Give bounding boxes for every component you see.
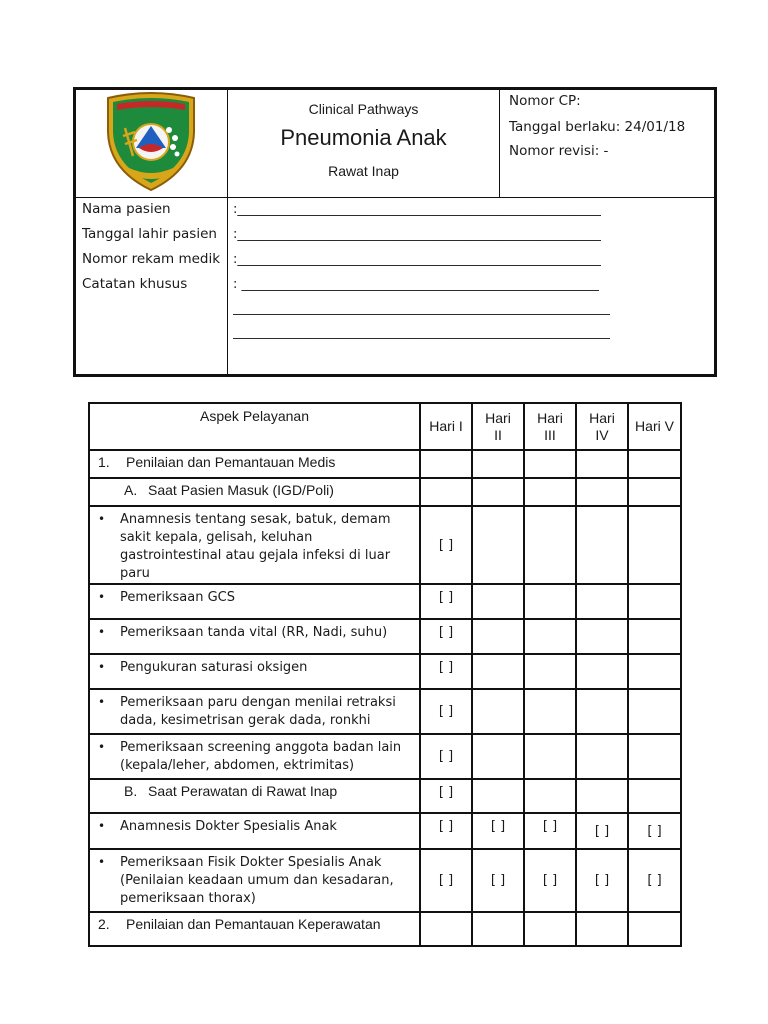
section-row [89,450,681,478]
logo-cell [76,90,228,197]
checkbox-hari-1[interactable]: [ ] [420,849,472,912]
table-row [89,506,681,584]
checkbox-hari-5[interactable]: [ ] [628,813,681,849]
header-hari-1: Hari I [420,403,472,450]
patient-fill-lines [228,198,714,376]
item-gcs: • Pemeriksaan GCS [89,584,420,619]
checkbox-hari-5[interactable]: [ ] [628,849,681,912]
table-row [89,619,681,654]
table-row [89,813,681,849]
checkbox-hari-1[interactable]: [ ] [420,689,472,734]
checkbox-hari-3[interactable]: [ ] [524,813,576,849]
nomor-cp: Nomor CP: [509,93,581,109]
checkbox-hari-3[interactable]: [ ] [524,849,576,912]
field-tanggal-lahir[interactable]: :________________________________________________________ [233,227,602,242]
item-tanda-vital: • Pemeriksaan tanda vital (RR, Nadi, suhu) [89,619,420,654]
subsection-a-title: A. Saat Pasien Masuk (IGD/Poli) [89,478,420,506]
field-nomor-rekam-medik[interactable]: :________________________________________________________ [233,252,602,267]
tanggal-berlaku: Tanggal berlaku: 24/01/18 [509,119,686,135]
table-header-row [89,403,681,450]
item-anamnesis-dokter: • Anamnesis Dokter Spesialis Anak [89,813,420,849]
item-screening-anggota-badan: • Pemeriksaan screening anggota badan lain (kepala/leher, abdomen, ektrimitas) [89,734,420,779]
item-pemeriksaan-fisik-dokter: • Pemeriksaan Fisik Dokter Spesialis Anak (Penilaian keadaan umum dan kesadaran, pemeriksaan thorax) [89,849,420,912]
checkbox-hari-1[interactable]: [ ] [420,654,472,689]
field-catatan-line-2[interactable]: __________________________________________________________ [233,301,610,316]
field-catatan-khusus[interactable]: : _______________________________________________________ [233,277,600,292]
checkbox-hari-4[interactable]: [ ] [576,813,628,849]
nomor-revisi: Nomor revisi: - [509,143,609,159]
table-row [89,689,681,734]
ward-label: Rawat Inap [328,163,399,179]
section-row [89,912,681,946]
checkbox-hari-2[interactable]: [ ] [472,813,524,849]
label-nomor-rekam-medik: Nomor rekam medik [82,251,221,267]
table-row [89,849,681,912]
label-catatan-khusus: Catatan khusus [82,276,188,292]
checkbox-hari-1[interactable]: [ ] [420,619,472,654]
document-info [500,90,714,197]
header-hari-5: Hari V [628,403,681,450]
item-saturasi-oksigen: • Pengukuran saturasi oksigen [89,654,420,689]
checkbox-hari-2[interactable]: [ ] [472,849,524,912]
section-2-title: 2. Penilaian dan Pemantauan Keperawatan [89,912,420,946]
section-1-title: 1. Penilaian dan Pemantauan Medis [89,450,420,478]
document-subtitle: Clinical Pathways [308,101,419,117]
table-row [89,734,681,779]
field-catatan-line-3[interactable]: __________________________________________________________ [233,325,610,340]
subsection-row [89,478,681,506]
header-box [73,87,717,377]
header-hari-2: Hari II [472,403,524,450]
field-nama-pasien[interactable]: :________________________________________________________ [233,202,602,217]
table-row [89,584,681,619]
document-title: Pneumonia Anak [280,125,447,150]
checkbox-hari-1[interactable]: [ ] [420,584,472,619]
checkbox-hari-1[interactable]: [ ] [420,779,472,813]
label-nama-pasien: Nama pasien [82,201,171,217]
header-hari-3: Hari III [524,403,576,450]
pathway-table [88,402,682,947]
checkbox-hari-1[interactable]: [ ] [420,506,472,584]
header-hari-4: Hari IV [576,403,628,450]
regional-emblem-icon [103,92,199,192]
patient-labels [76,198,228,376]
table-row [89,654,681,689]
label-tanggal-lahir: Tanggal lahir pasien [82,226,217,242]
checkbox-hari-4[interactable]: [ ] [576,849,628,912]
item-anamnesis: • Anamnesis tentang sesak, batuk, demam sakit kepala, gelisah, keluhan gastrointestinal atau gejala infeksi di luar paru [89,506,420,584]
title-cell [228,90,500,197]
checkbox-hari-1[interactable]: [ ] [420,734,472,779]
subsection-b-title: B. Saat Perawatan di Rawat Inap [89,779,420,813]
checkbox-hari-1[interactable]: [ ] [420,813,472,849]
subsection-row [89,779,681,813]
header-aspek-pelayanan: Aspek Pelayanan [89,403,420,450]
item-pemeriksaan-paru: • Pemeriksaan paru dengan menilai retraksi dada, kesimetrisan gerak dada, ronkhi [89,689,420,734]
